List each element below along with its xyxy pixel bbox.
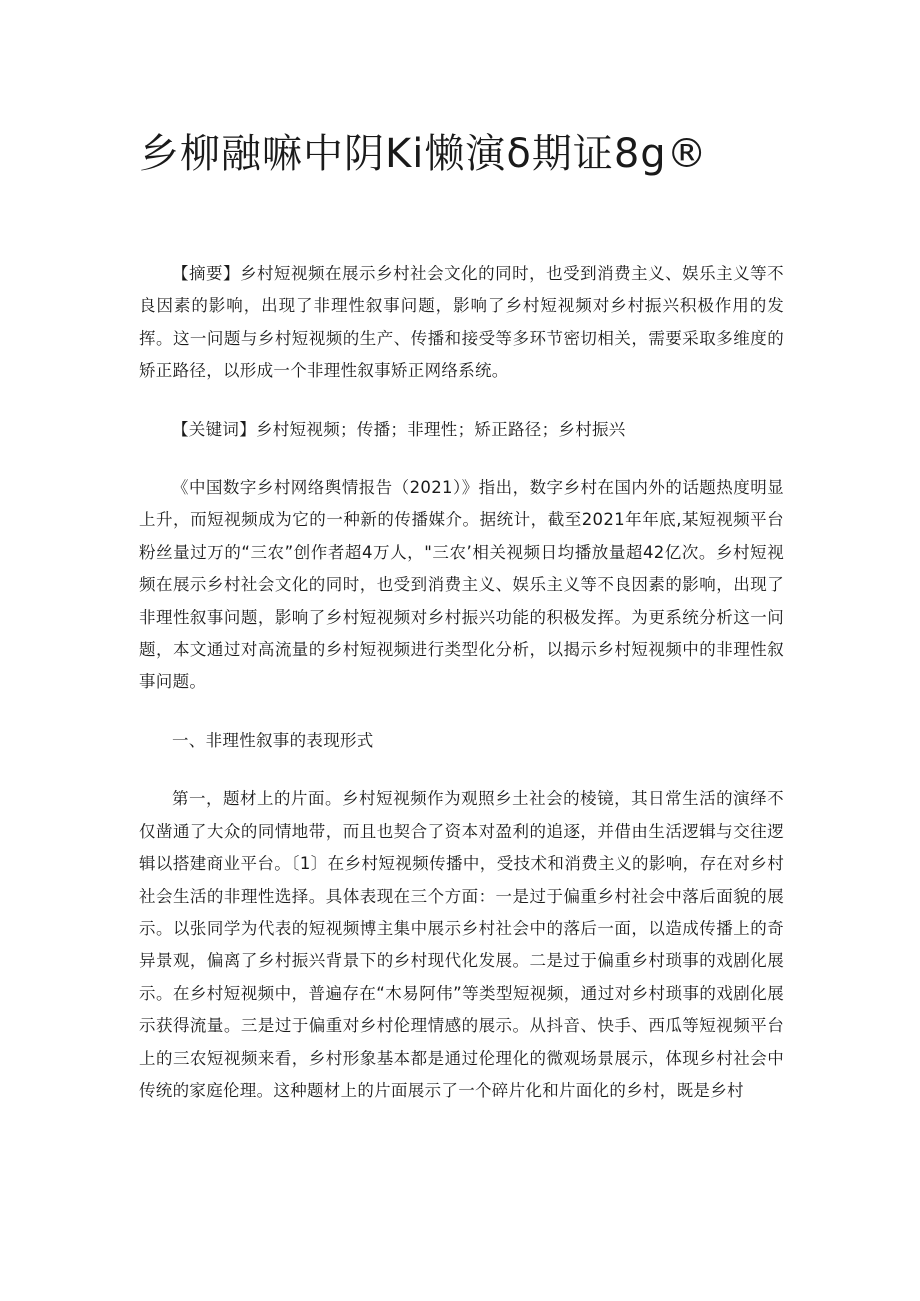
intro-paragraph: 《中国数字乡村网络舆情报告（2021）》指出，数字乡村在国内外的话题热度明显上升，而短视频成为它的一种新的传播媒介。据统计，截至2021年年底,某短视频平台粉丝量过万的“三农”创作者超4万人，"三农’相关视频日均播放量超42亿次。乡村短视频在展示乡村社会文化的同时，也受到消费主义、娱乐主义等不良因素的影响，出现了非理性叙事问题，影响了乡村短视频对乡村振兴功能的积极发挥。为更系统分析这一问题，本文通过对高流量的乡村短视频进行类型化分析，以揭示乡村短视频中的非理性叙事问题。 bbox=[139, 478, 784, 692]
abstract-paragraph: 【摘要】乡村短视频在展示乡村社会文化的同时，也受到消费主义、娱乐主义等不良因素的影响，出现了非理性叙事问题，影响了乡村短视频对乡村振兴积极作用的发挥。这一问题与乡村短视频的生产、传播和接受等多环节密切相关，需要采取多维度的矫正路径，以形成一个非理性叙事矫正网络系统。 bbox=[139, 264, 784, 381]
document-body bbox=[139, 258, 784, 1107]
keywords-paragraph: 【关键词】乡村短视频；传播；非理性；矫正路径；乡村振兴 bbox=[172, 419, 626, 439]
section-heading: 一、非理性叙事的表现形式 bbox=[172, 730, 374, 750]
document-title: 乡柳融嘛中阴Ki懒演δ期证8g® bbox=[139, 131, 708, 177]
section-body-paragraph: 第一，题材上的片面。乡村短视频作为观照乡土社会的棱镜，其日常生活的演绎不仅凿通了大众的同情地带，而且也契合了资本对盈利的追逐，并借由生活逻辑与交往逻辑以搭建商业平台。〔1〕在乡村短视频传播中，受技术和消费主义的影响，存在对乡村社会生活的非理性选择。具体表现在三个方面：一是过于偏重乡村社会中落后面貌的展示。以张同学为代表的短视频博主集中展示乡村社会中的落后一面，以造成传播上的奇异景观，偏离了乡村振兴背景下的乡村现代化发展。二是过于偏重乡村琐事的戏剧化展示。在乡村短视频中，普遍存在“木易阿伟”等类型短视频，通过对乡村琐事的戏剧化展示获得流量。三是过于偏重对乡村伦理情感的展示。从抖音、快手、西瓜等短视频平台上的三农短视频来看，乡村形象基本都是通过伦理化的微观场景展示，体现乡村社会中传统的家庭伦理。这种题材上的片面展示了一个碎片化和片面化的乡村，既是乡村 bbox=[139, 789, 784, 1100]
